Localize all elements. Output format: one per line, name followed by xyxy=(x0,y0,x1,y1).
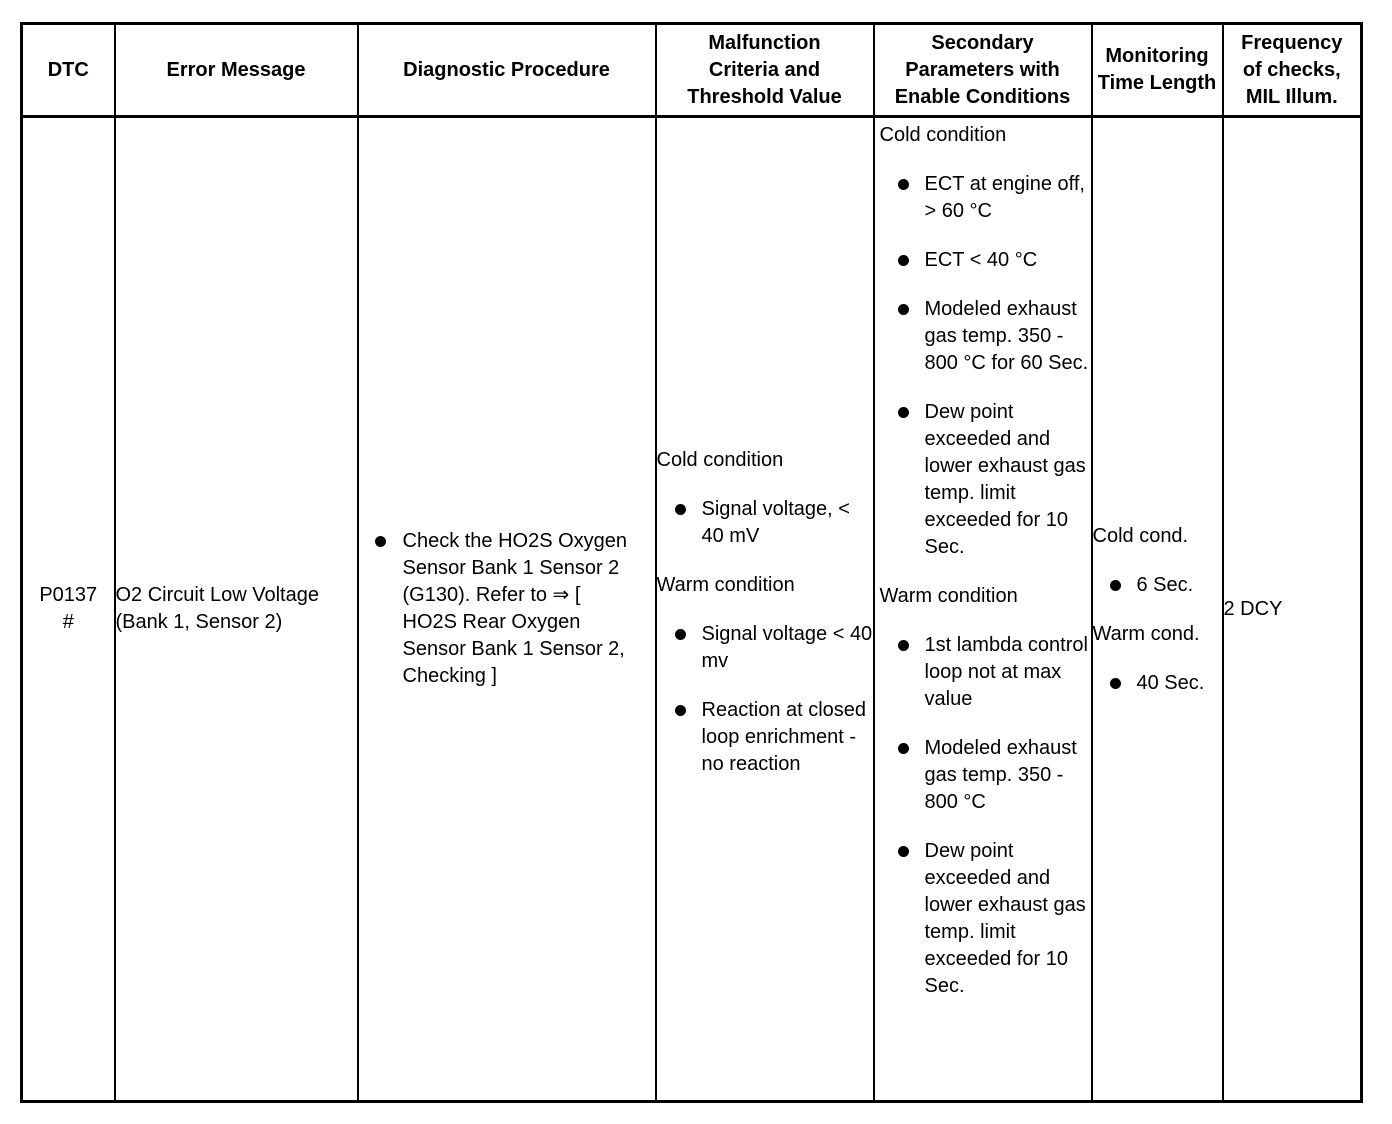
procedure-item: Check the HO2S Oxygen Sensor Bank 1 Sensor 2 (G130). Refer to ⇒ [ HO2S Rear Oxygen Sensor Bank 1 Sensor 2, Checking ] xyxy=(359,528,645,690)
malfunction-cold-list xyxy=(657,496,873,550)
malfunction-warm-list xyxy=(657,621,873,778)
header-row xyxy=(22,24,1362,117)
malfunction-cold-item: Signal voltage, < 40 mV xyxy=(657,496,873,550)
malfunction-warm-title: Warm condition xyxy=(656,573,795,596)
secondary-cold-item: ECT < 40 °C xyxy=(880,247,1091,274)
monitoring-cold-title: Cold cond. xyxy=(1092,525,1189,547)
table-row xyxy=(22,117,1362,1102)
error-message: O2 Circuit Low Voltage (Bank 1, Sensor 2) xyxy=(115,584,319,633)
dtc-table xyxy=(20,22,1363,1103)
header-error-message: Error Message xyxy=(115,24,358,117)
secondary-cold-list xyxy=(880,171,1091,561)
secondary-cold-item: ECT at engine off, > 60 °C xyxy=(880,171,1091,225)
monitoring-warm-title: Warm cond. xyxy=(1092,623,1200,645)
frequency-cell xyxy=(1223,117,1362,1102)
secondary-cold-title: Cold condition xyxy=(879,124,1007,146)
malfunction-block xyxy=(657,447,873,778)
monitoring-warm-list xyxy=(1093,670,1222,697)
dtc-cell xyxy=(22,117,115,1102)
header-monitoring-time: Monitoring Time Length xyxy=(1092,24,1223,117)
monitoring-block xyxy=(1093,523,1222,697)
malfunction-warm-item: Signal voltage < 40 mv xyxy=(657,621,873,675)
secondary-warm-item: Modeled exhaust gas temp. 350 - 800 °C xyxy=(880,735,1091,816)
secondary-cold-item: Modeled exhaust gas temp. 350 - 800 °C for 60 Sec. xyxy=(880,296,1091,377)
secondary-warm-list xyxy=(880,632,1091,1000)
malfunction-cold-title: Cold condition xyxy=(656,448,784,471)
monitoring-cold-list xyxy=(1093,572,1222,599)
dtc-code: P0137 xyxy=(39,584,98,606)
monitoring-time-cell xyxy=(1092,117,1223,1102)
error-message-cell xyxy=(115,117,358,1102)
secondary-warm-item: Dew point exceeded and lower exhaust gas temp. limit exceeded for 10 Sec. xyxy=(880,838,1091,1000)
procedure-list xyxy=(359,528,655,690)
monitoring-cold-value: 6 Sec. xyxy=(1093,572,1222,599)
secondary-warm-title: Warm condition xyxy=(879,585,1018,607)
header-frequency: Frequency of checks, MIL Illum. xyxy=(1223,24,1362,117)
malfunction-cell xyxy=(656,117,874,1102)
header-diagnostic-procedure: Diagnostic Procedure xyxy=(358,24,656,117)
frequency-value: 2 DCY xyxy=(1223,597,1283,620)
diagnostic-procedure-cell xyxy=(358,117,656,1102)
dtc-mark: # xyxy=(62,611,74,633)
header-dtc: DTC xyxy=(22,24,115,117)
secondary-block xyxy=(875,118,1091,1000)
secondary-cold-item: Dew point exceeded and lower exhaust gas temp. limit exceeded for 10 Sec. xyxy=(880,399,1091,561)
header-secondary-parameters: Secondary Parameters with Enable Conditions xyxy=(874,24,1092,117)
monitoring-warm-value: 40 Sec. xyxy=(1093,670,1222,697)
header-malfunction-criteria: Malfunction Criteria and Threshold Value xyxy=(656,24,874,117)
secondary-parameters-cell xyxy=(874,117,1092,1102)
secondary-warm-item: 1st lambda control loop not at max value xyxy=(880,632,1091,713)
malfunction-warm-item: Reaction at closed loop enrichment - no reaction xyxy=(657,697,873,778)
